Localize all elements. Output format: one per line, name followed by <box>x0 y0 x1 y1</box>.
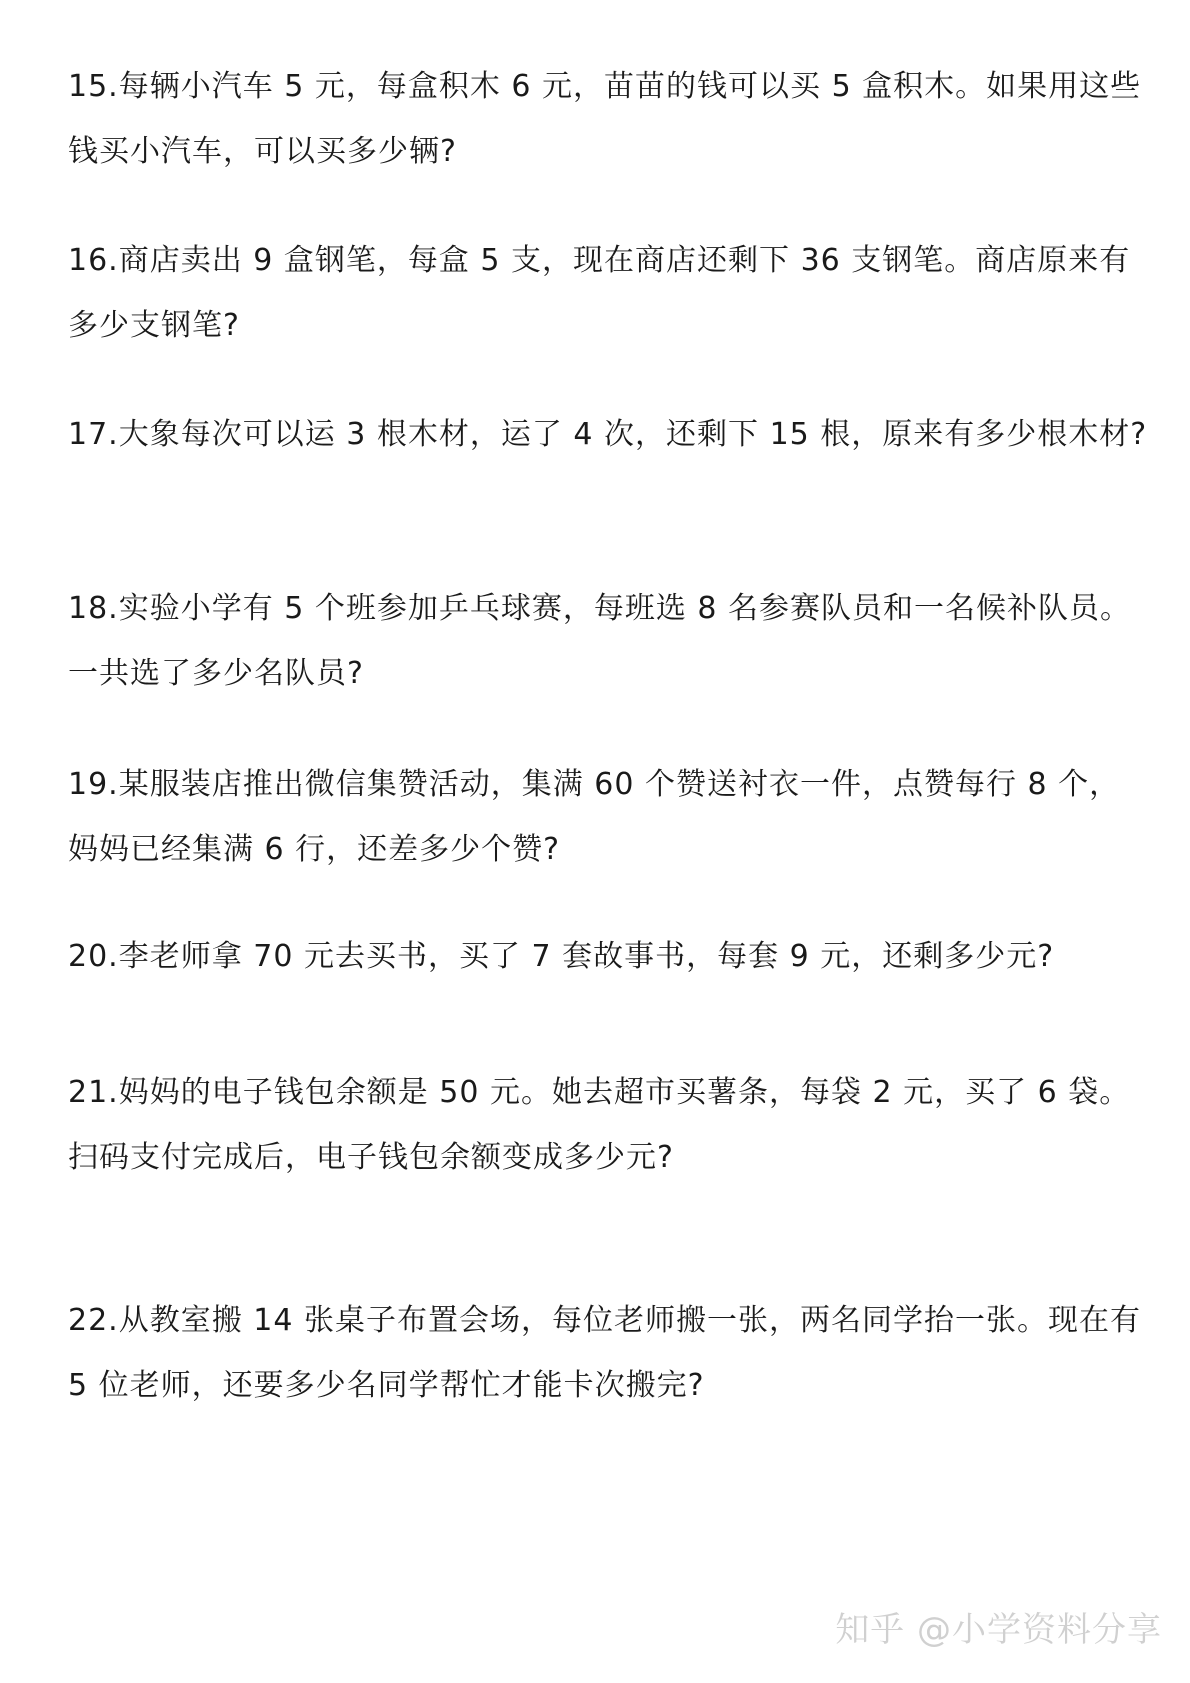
problem-16: 16.商店卖出 9 盒钢笔，每盒 5 支，现在商店还剩下 36 支钢笔。商店原来有多少支钢笔? <box>68 243 1131 343</box>
problem-19: 19.某服装店推出微信集赞活动，集满 60 个赞送衬衣一件，点赞每行 8 个，妈妈已经集满 6 行，还差多少个赞? <box>68 767 1121 867</box>
problem-21: 21.妈妈的电子钱包余额是 50 元。她去超市买薯条，每袋 2 元，买了 6 袋。扫码支付完成后，电子钱包余额变成多少元? <box>68 1075 1131 1175</box>
problem-17: 17.大象每次可以运 3 根木材，运了 4 次，还剩下 15 根，原来有多少根木材? <box>68 417 1148 452</box>
problem-15: 15.每辆小汽车 5 元，每盒积木 6 元，苗苗的钱可以买 5 盒积木。如果用这些钱买小汽车，可以买多少辆? <box>68 69 1142 169</box>
problem-20: 20.李老师拿 70 元去买书，买了 7 套故事书，每套 9 元，还剩多少元? <box>68 939 1055 974</box>
watermark: 知乎 @小学资料分享 <box>835 1610 1162 1650</box>
problem-18: 18.实验小学有 5 个班参加乒乓球赛，每班选 8 名参赛队员和一名候补队员。一共选了多少名队员? <box>68 591 1132 691</box>
problem-22: 22.从教室搬 14 张桌子布置会场，每位老师搬一张，两名同学抬一张。现在有 5 位老师，还要多少名同学帮忙才能卡次搬完? <box>68 1303 1141 1403</box>
